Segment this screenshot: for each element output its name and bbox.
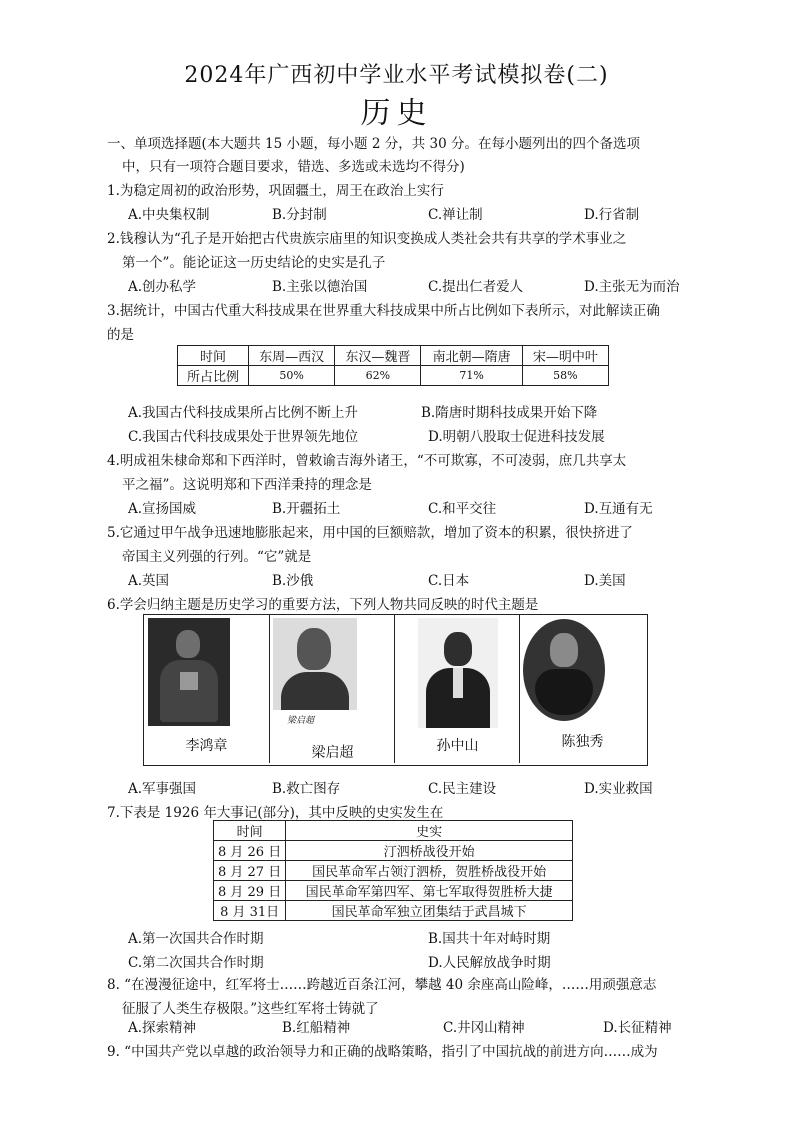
q8-option-a: A.探索精神 [128,1020,197,1036]
q7-option-b: B.国共十年对峙时期 [428,931,551,947]
table-header: 东汉—魏晋 [335,346,421,366]
table-header: 时间 [178,346,249,366]
table-header: 宋—明中叶 [522,346,608,366]
q5-stem-1: 5.它通过甲午战争迅速地膨胀起来，用中国的巨额赔款，增加了资本的积累，很快挤进了 [107,525,633,541]
q2-option-b: B.主张以德治国 [272,279,368,295]
q2-option-c: C.提出仁者爱人 [428,279,524,295]
q3-option-a: A.我国古代科技成果所占比例不断上升 [128,405,359,421]
q3-option-b: B.隋唐时期科技成果开始下降 [421,405,598,421]
li-hongzhang-photo [148,618,230,726]
table-header: 南北朝—隋唐 [421,346,522,366]
q7-stem: 7.下表是 1926 年大事记(部分)，其中反映的史实发生在 [107,805,444,821]
q7-option-c: C.第二次国共合作时期 [128,955,264,971]
table-cell: 58% [522,366,608,386]
q5-stem-2: 帝国主义列强的行列。“它”就是 [122,549,312,565]
q3-option-c: C.我国古代科技成果处于世界领先地位 [128,429,359,445]
q2-stem-2: 第一个”。能论证这一历史结论的史实是孔子 [122,255,386,271]
q8-stem-2: 征服了人类生存极限。”这些红军将士铸就了 [122,1001,379,1017]
caption-liang-qichao: 梁启超 [311,745,354,761]
q5-option-c: C.日本 [428,573,470,589]
q4-option-a: A.宣扬国威 [128,501,197,517]
q4-option-b: B.开疆拓土 [272,501,341,517]
q7-option-a: A.第一次国共合作时期 [128,931,264,947]
q3-option-d: D.明朝八股取士促进科技发展 [428,429,605,445]
section-instruction-2: 中，只有一项符合题目要求，错选、多选或未选均不得分) [122,159,465,175]
caption-sun-zhongshan: 孙中山 [436,738,479,754]
q8-option-b: B.红船精神 [282,1020,351,1036]
q3-table [177,345,609,386]
table-row [214,821,573,841]
q1-option-b: B.分封制 [272,207,327,223]
table-cell: 50% [249,366,335,386]
q5-option-d: D.美国 [584,573,626,589]
q2-option-a: A.创办私学 [128,279,197,295]
q4-option-d: D.互通有无 [584,501,653,517]
q4-option-c: C.和平交往 [428,501,497,517]
chen-duxiu-photo [523,619,605,721]
table-row [214,841,573,861]
q2-stem-1: 2.钱穆认为“孔子是开始把古代贵族宗庙里的知识变换成人类社会共有共享的学术事业之 [107,231,627,247]
q6-option-d: D.实业救国 [584,781,653,797]
q3-stem-2: 的是 [107,327,134,343]
table-cell: 62% [335,366,421,386]
q1-option-d: D.行省制 [584,207,640,223]
q6-option-a: A.军事强国 [128,781,197,797]
table-cell: 所占比例 [178,366,249,386]
table-header: 史实 [286,821,573,841]
q5-option-b: B.沙俄 [272,573,314,589]
q7-option-d: D.人民解放战争时期 [428,955,551,971]
caption-chen-duxiu: 陈独秀 [561,734,604,750]
table-cell: 8 月 27 日 [214,861,286,881]
caption-li-hongzhang: 李鸿章 [185,738,228,754]
table-row [178,346,609,366]
q9-stem: 9. “中国共产党以卓越的政治领导力和正确的战略策略，指引了中国抗战的前进方向……成为 [107,1044,658,1060]
exam-title: 2024年广西初中学业水平考试模拟卷(二) [184,63,609,88]
table-cell: 8 月 29 日 [214,881,286,901]
table-cell: 71% [421,366,522,386]
table-header: 时间 [214,821,286,841]
q1-option-a: A.中央集权制 [128,207,210,223]
q2-option-d: D.主张无为而治 [584,279,680,295]
q8-stem-1: 8. “在漫漫征途中，红军将士……跨越近百条江河，攀越 40 余座高山险峰，……用顽强意志 [107,977,657,993]
table-cell: 国民革命军占领汀泗桥，贺胜桥战役开始 [286,861,573,881]
table-header: 东周—西汉 [249,346,335,366]
table-row [214,881,573,901]
table-cell: 国民革命军独立团集结于武昌城下 [286,901,573,921]
q8-option-d: D.长征精神 [603,1020,672,1036]
table-row [214,901,573,921]
table-cell: 8 月 26 日 [214,841,286,861]
liang-qichao-signature: 梁启超 [287,716,315,726]
table-row [178,366,609,386]
q8-option-c: C.井冈山精神 [443,1020,525,1036]
q5-option-a: A.英国 [128,573,170,589]
subject-heading: 历史 [360,96,433,131]
q1-stem: 1.为稳定周初的政治形势，巩固疆土，周王在政治上实行 [107,183,444,199]
section-instruction-1: 一、单项选择题(本大题共 15 小题，每小题 2 分，共 30 分。在每小题列出的四个备选项 [107,136,640,152]
q7-table [213,820,573,921]
table-row [214,861,573,881]
panel-divider [269,615,270,763]
sun-zhongshan-photo [418,618,498,728]
table-cell: 汀泗桥战役开始 [286,841,573,861]
q4-stem-2: 平之福”。这说明郑和下西洋秉持的理念是 [122,477,372,493]
q3-stem-1: 3.据统计，中国古代重大科技成果在世界重大科技成果中所占比例如下表所示，对此解读正确 [107,303,660,319]
q6-stem: 6.学会归纳主题是历史学习的重要方法，下列人物共同反映的时代主题是 [107,597,539,613]
table-cell: 8 月 31日 [214,901,286,921]
q1-option-c: C.禅让制 [428,207,483,223]
liang-qichao-photo [273,618,357,710]
q4-stem-1: 4.明成祖朱棣命郑和下西洋时，曾敕谕吉海外诸王，“不可欺寡，不可凌弱，庶几共享太 [107,453,627,469]
q6-option-b: B.救亡图存 [272,781,341,797]
table-cell: 国民革命军第四军、第七军取得贺胜桥大捷 [286,881,573,901]
q6-option-c: C.民主建设 [428,781,497,797]
